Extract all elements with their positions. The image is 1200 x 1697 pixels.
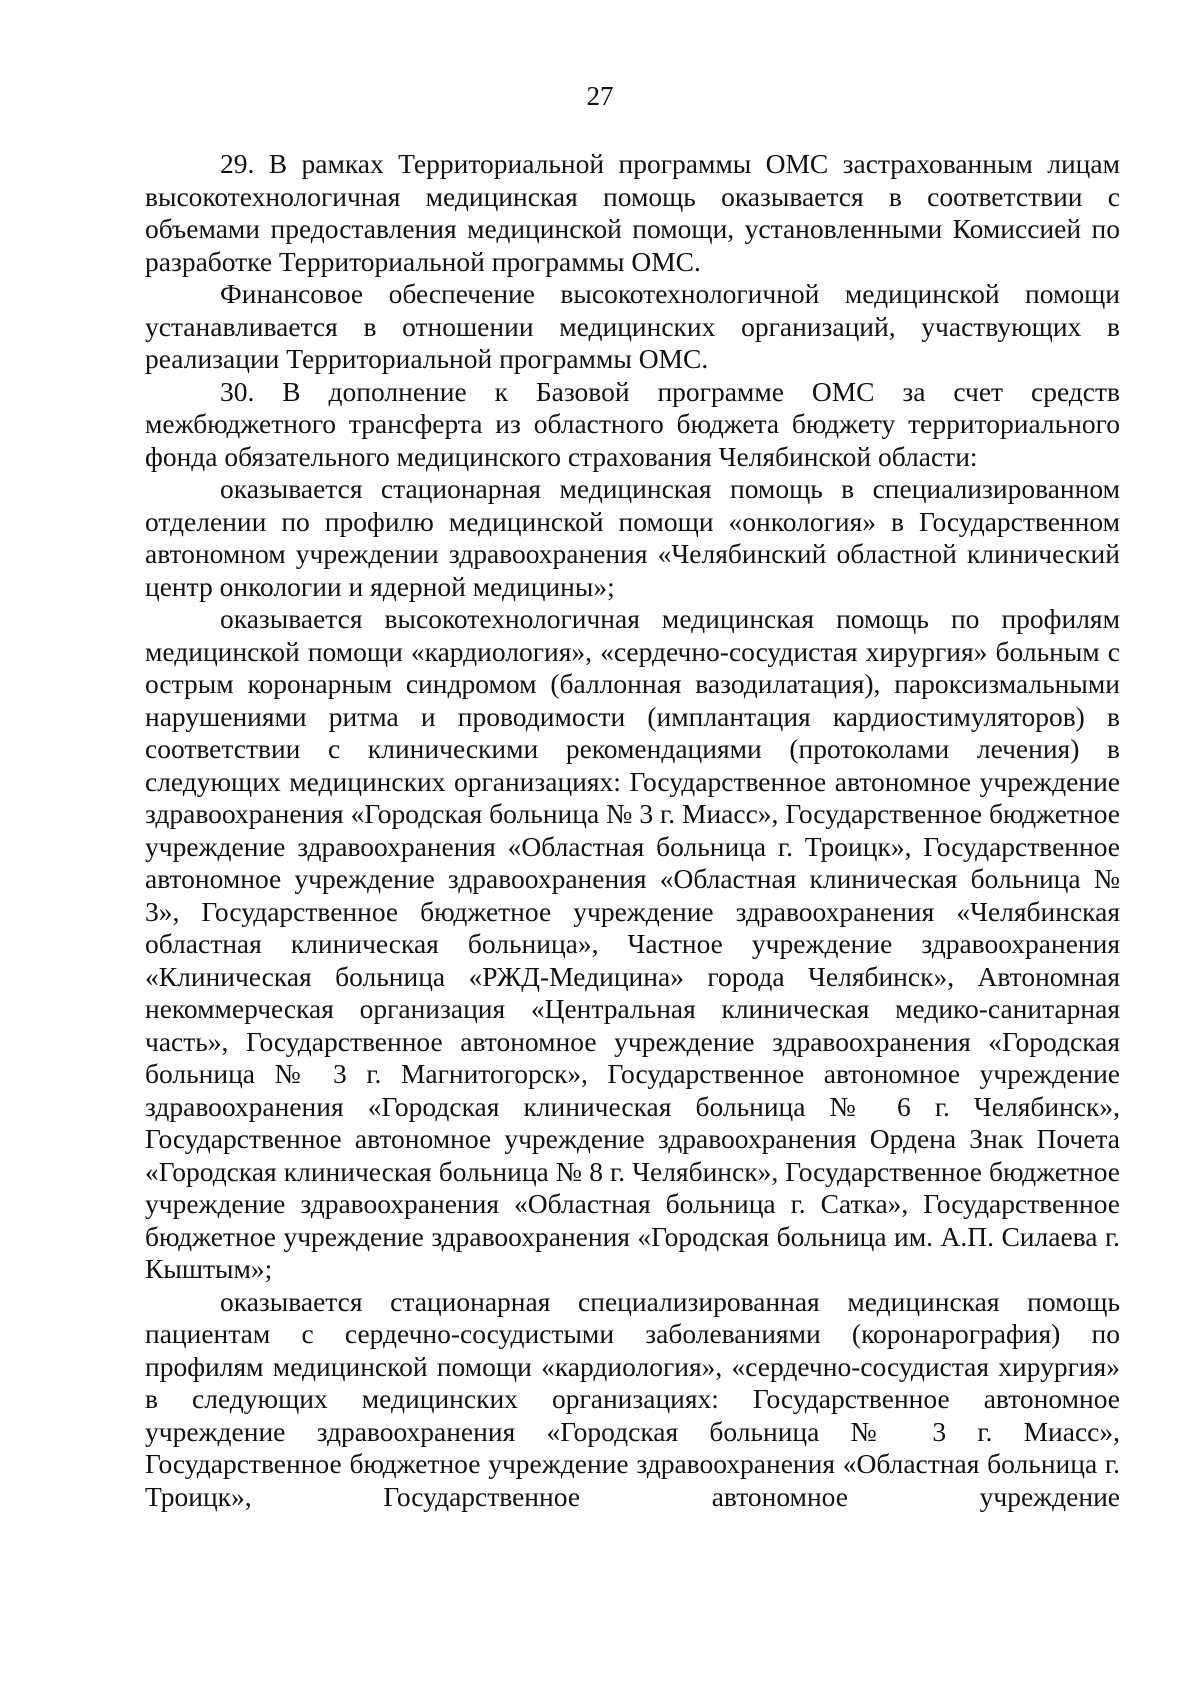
paragraph-financing: Финансовое обеспечение высокотехнологичной медицинской помощи устанавливается в отношении медицинских организаций, участвующих в реализации Территориальной программы ОМС. xyxy=(145,278,1120,374)
paragraph-cardiology-hitech-care: оказывается высокотехнологичная медицинская помощь по профилям медицинской помощи «кардиология», «сердечно-сосудистая хирургия» больным с острым коронарным синдромом (баллонная вазодилатация), пароксизмальными нарушениями ритма и проводимости (имплантация кардиостимуляторов) в соответствии с клиническими рекомендациями (протоколами лечения) в следующих медицинских организациях: Государственное автономное учреждение здравоохранения «Городская больница № 3 г. Миасс», Государственное бюджетное учреждение здравоохранения «Областная больница г. Троицк», Государственное автономное учреждение здравоохранения «Областная клиническая больница № 3», Государственное бюджетное учреждение здравоохранения «Челябинская областная клиническая больница», Частное учреждение здравоохранения «Клиническая больница «РЖД-Медицина» города Челябинск», Автономная некоммерческая организация «Центральная клиническая медико-санитарная часть», Государственное автономное учреждение здравоохранения «Городская больница № 3 г. Магнитогорск», Государственное автономное учреждение здравоохранения «Городская клиническая больница № 6 г. Челябинск», Государственное автономное учреждение здравоохранения Ордена Знак Почета «Городская клиническая больница № 8 г. Челябинск», Государственное бюджетное учреждение здравоохранения «Областная больница г. Сатка», Государственное бюджетное учреждение здравоохранения «Городская больница им. А.П. Силаева г. Кыштым»; xyxy=(145,603,1120,1284)
document-body xyxy=(145,148,1120,1513)
paragraph-oncology-care: оказывается стационарная медицинская помощь в специализированном отделении по профилю медицинской помощи «онкология» в Государственном автономном учреждении здравоохранения «Челябинский областной клинический центр онкологии и ядерной медицины»; xyxy=(145,473,1120,602)
paragraph-29-hitech-care: 29. В рамках Территориальной программы ОМС застрахованным лицам высокотехнологичная медицинская помощь оказывается в соответствии с объемами предоставления медицинской помощи, установленными Комиссией по разработке Территориальной программы ОМС. xyxy=(145,148,1120,277)
paragraph-30-addition: 30. В дополнение к Базовой программе ОМС за счет средств межбюджетного трансферта из областного бюджета бюджету территориального фонда обязательного медицинского страхования Челябинской области: xyxy=(145,375,1120,472)
paragraph-coronarography-care: оказывается стационарная специализированная медицинская помощь пациентам с сердечно-сосудистыми заболеваниями (коронарография) по профилям медицинской помощи «кардиология», «сердечно-сосудистая хирургия» в следующих медицинских организациях: Государственное автономное учреждение здравоохранения «Городская больница № 3 г. Миасс», Государственное бюджетное учреждение здравоохранения «Областная больница г. Троицк», Государственное автономное учреждение xyxy=(145,1285,1120,1512)
page-number: 27 xyxy=(586,81,614,111)
